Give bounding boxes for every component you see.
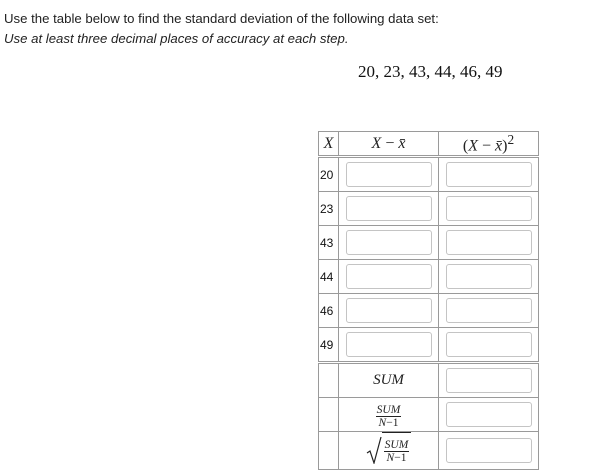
header-deviation-x: X bbox=[371, 134, 382, 152]
instruction-line-1: Use the table below to find the standard deviation of the following data set: bbox=[4, 11, 439, 26]
header-x: X bbox=[319, 132, 339, 157]
x-value: 44 bbox=[319, 260, 339, 294]
table-header-row bbox=[319, 132, 539, 157]
square-root-icon bbox=[366, 436, 382, 464]
fraction-numerator: SUM bbox=[376, 404, 401, 417]
table-row bbox=[319, 192, 539, 226]
instruction-line-2: Use at least three decimal places of accuracy at each step. bbox=[4, 31, 349, 46]
sum-row bbox=[319, 363, 539, 398]
deviation-input-row-5[interactable] bbox=[346, 298, 432, 323]
square-root-radicand bbox=[382, 432, 412, 464]
standard-deviation-row bbox=[319, 432, 539, 470]
sum-over-n-minus-1-fraction bbox=[376, 404, 402, 429]
header-squared-open: ( bbox=[462, 137, 469, 155]
table-row bbox=[319, 157, 539, 192]
squared-deviation-input-row-4[interactable] bbox=[446, 264, 532, 289]
square-root-expression bbox=[366, 432, 412, 464]
fraction-denominator bbox=[378, 417, 400, 429]
data-set: 20, 23, 43, 44, 46, 49 bbox=[358, 62, 503, 81]
squared-deviation-input-row-1[interactable] bbox=[446, 162, 532, 187]
sqrt-fraction-denominator bbox=[386, 452, 408, 464]
empty-cell bbox=[319, 398, 339, 432]
x-value: 43 bbox=[319, 226, 339, 260]
header-deviation-minus: − bbox=[385, 134, 395, 152]
header-squared-minus: − bbox=[481, 137, 492, 155]
variance-formula bbox=[339, 398, 439, 432]
variance-input[interactable] bbox=[446, 402, 532, 427]
header-squared-deviation bbox=[439, 132, 539, 157]
table-row bbox=[319, 226, 539, 260]
fraction-denominator-n: N bbox=[378, 417, 387, 430]
header-deviation bbox=[339, 132, 439, 157]
header-squared-close: ) bbox=[502, 137, 508, 155]
sqrt-fraction-denominator-minus-one: −1 bbox=[394, 452, 407, 465]
header-squared-exp: 2 bbox=[507, 132, 515, 147]
squared-deviation-input-row-5[interactable] bbox=[446, 298, 532, 323]
table-row bbox=[319, 260, 539, 294]
standard-deviation-table bbox=[318, 131, 539, 470]
deviation-input-row-4[interactable] bbox=[346, 264, 432, 289]
empty-cell bbox=[319, 432, 339, 470]
squared-deviation-input-row-6[interactable] bbox=[446, 332, 532, 357]
variance-row bbox=[319, 398, 539, 432]
x-value: 23 bbox=[319, 192, 339, 226]
x-value: 20 bbox=[319, 157, 339, 192]
deviation-input-row-2[interactable] bbox=[346, 196, 432, 221]
deviation-input-row-6[interactable] bbox=[346, 332, 432, 357]
fraction-denominator-minus-one: −1 bbox=[386, 417, 399, 430]
header-squared-xbar: x̄ bbox=[495, 137, 503, 155]
x-value: 46 bbox=[319, 294, 339, 328]
squared-deviation-input-row-2[interactable] bbox=[446, 196, 532, 221]
squared-deviation-input-row-3[interactable] bbox=[446, 230, 532, 255]
x-value: 49 bbox=[319, 328, 339, 363]
sum-input[interactable] bbox=[446, 368, 532, 393]
standard-deviation-formula bbox=[339, 432, 439, 470]
sum-label: SUM bbox=[339, 363, 439, 398]
empty-cell bbox=[319, 363, 339, 398]
header-squared-x: X bbox=[468, 137, 478, 155]
table-row bbox=[319, 328, 539, 363]
deviation-input-row-3[interactable] bbox=[346, 230, 432, 255]
deviation-input-row-1[interactable] bbox=[346, 162, 432, 187]
standard-deviation-input[interactable] bbox=[446, 438, 532, 463]
sqrt-fraction-numerator: SUM bbox=[384, 439, 409, 452]
sqrt-fraction bbox=[384, 439, 410, 464]
sqrt-fraction-denominator-n: N bbox=[386, 452, 395, 465]
table-row bbox=[319, 294, 539, 328]
header-deviation-xbar: x̄ bbox=[398, 134, 406, 152]
